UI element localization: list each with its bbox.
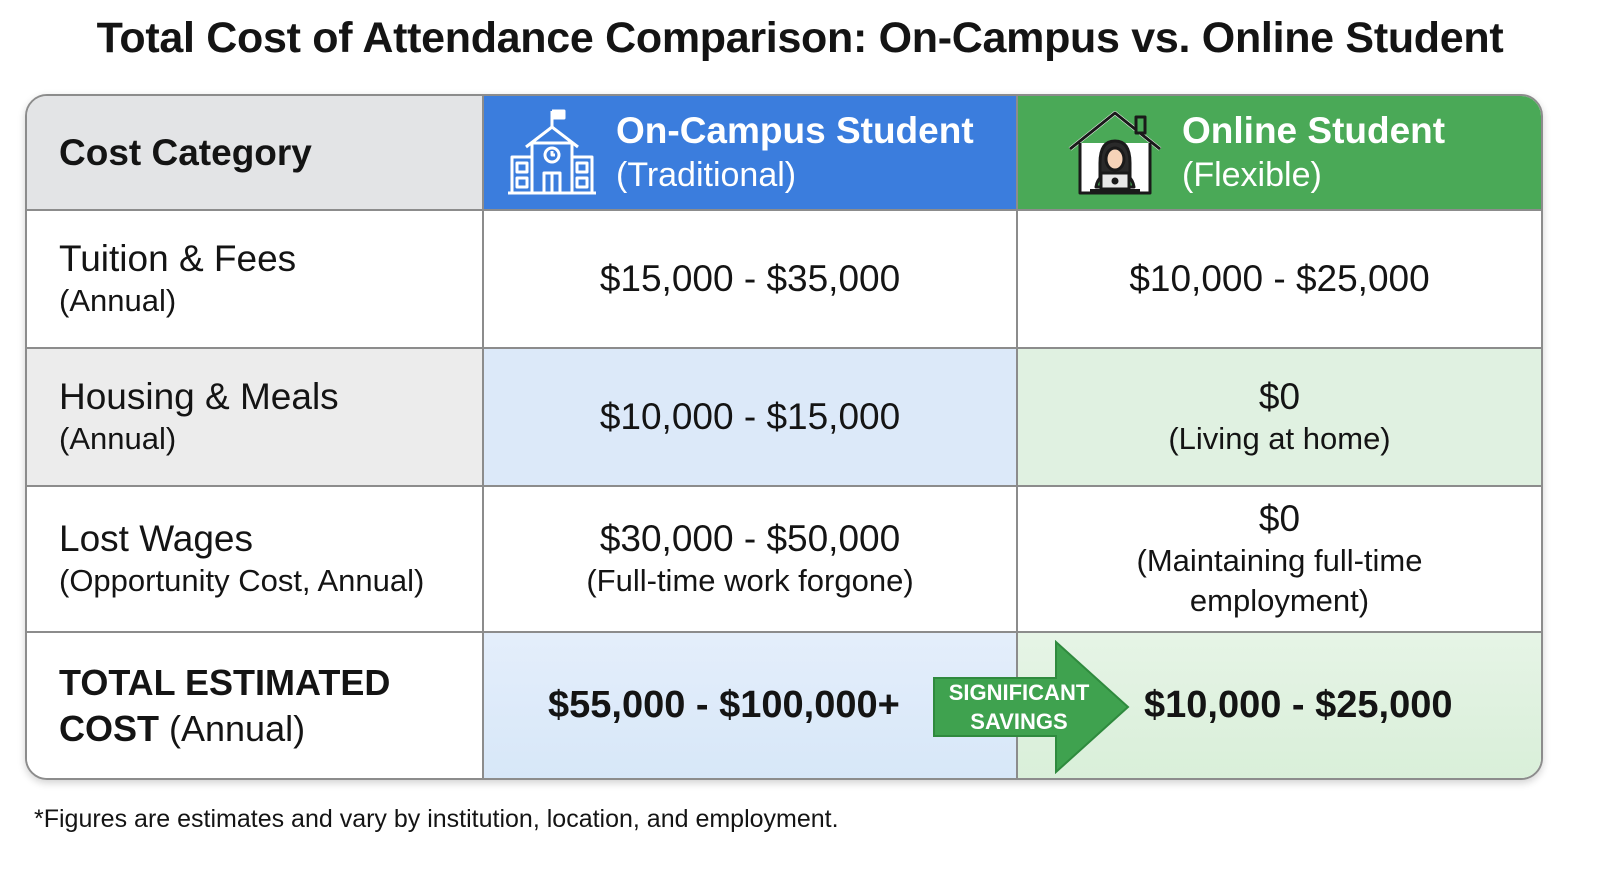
savings-callout-line-2: SAVINGS [970, 709, 1068, 734]
row-tuition-label [27, 211, 484, 349]
row-label-sub: (Opportunity Cost, Annual) [59, 563, 425, 598]
cell-value: $0 [1258, 376, 1301, 417]
cell-value: $10,000 - $15,000 [599, 396, 901, 437]
cell-value: $15,000 - $35,000 [599, 258, 901, 299]
total-campus-value: $55,000 - $100,000+ [548, 684, 900, 726]
row-total-label [27, 633, 484, 778]
header-on-campus-title: On-Campus Student [616, 109, 974, 151]
row-lost-wages-label [27, 487, 484, 633]
cell-note: (Full-time work forgone) [586, 563, 914, 598]
cell-value: $30,000 - $50,000 [599, 518, 901, 559]
header-on-campus-subtitle: (Traditional) [616, 155, 797, 194]
row-label-text: Tuition & Fees [59, 238, 297, 279]
row-tuition-campus [484, 211, 1018, 349]
cell-note: (Maintaining full-time employment) [1136, 543, 1423, 618]
savings-callout-line-1: SIGNIFICANT [948, 680, 1090, 705]
header-on-campus [484, 96, 1018, 211]
total-label-line-1: TOTAL ESTIMATED [59, 661, 391, 703]
comparison-table [25, 94, 1543, 780]
cell-value: $10,000 - $25,000 [1129, 258, 1430, 299]
cell-value: $0 [1258, 498, 1301, 539]
page-title: Total Cost of Attendance Comparison: On-Campus vs. Online Student [96, 14, 1504, 62]
row-label-sub: (Annual) [59, 421, 177, 456]
savings-callout [934, 678, 1104, 736]
row-tuition-online [1018, 211, 1541, 349]
total-online-value: $10,000 - $25,000 [1144, 684, 1453, 726]
row-label-text: Housing & Meals [59, 376, 339, 417]
header-cost-category [27, 96, 484, 211]
cell-note: (Living at home) [1168, 421, 1391, 456]
total-label-line-2: COST (Annual) [59, 707, 306, 749]
header-online [1018, 96, 1541, 211]
row-housing-campus [484, 349, 1018, 487]
row-housing-online [1018, 349, 1541, 487]
row-lost-wages-online [1018, 487, 1541, 633]
footnote: *Figures are estimates and vary by institution, location, and employment. [34, 805, 839, 833]
header-cost-category-label: Cost Category [59, 131, 312, 173]
row-housing-label [27, 349, 484, 487]
header-online-subtitle: (Flexible) [1182, 155, 1322, 194]
school-building-icon [506, 107, 598, 199]
home-laptop-student-icon [1066, 107, 1164, 199]
row-lost-wages-campus [484, 487, 1018, 633]
row-label-sub: (Annual) [59, 283, 177, 318]
header-online-title: Online Student [1182, 109, 1446, 151]
row-label-text: Lost Wages [59, 518, 253, 559]
